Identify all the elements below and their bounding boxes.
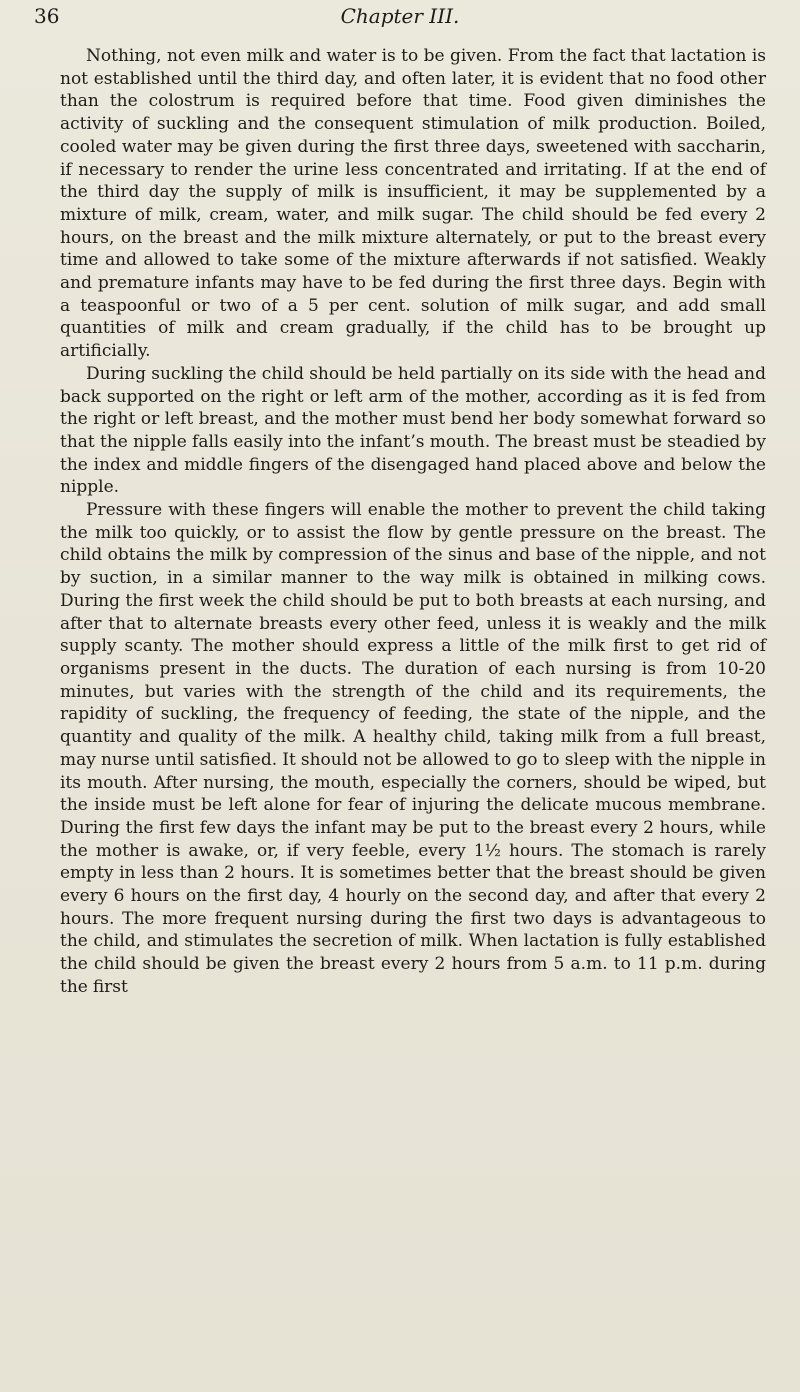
body-text (60, 45, 766, 999)
page-header (34, 4, 766, 34)
paragraph: Pressure with these fingers will enable the mother to prevent the child taking the milk too quickly, or to assist the flow by gentle pressure on the breast. The child obtains the milk by compression of the sinus and base of the nipple, and not by suction, in a similar manner to the way milk is obtained in milking cows. During the first week the child should be put to both breasts at each nursing, and after that to alternate breasts every other feed, unless it is weakly and the milk supply scanty. The mother should express a little of the milk first to get rid of organisms present in the ducts. The duration of each nursing is from 10-20 minutes, but varies with the strength of the child and its requirements, the rapidity of suckling, the frequency of feeding, the state of the nipple, and the quantity and quality of the milk. A healthy child, taking milk from a full breast, may nurse until satisfied. It should not be allowed to go to sleep with the nipple in its mouth. After nursing, the mouth, especially the corners, should be wiped, but the inside must be left alone for fear of injuring the delicate mucous membrane. During the first few days the infant may be put to the breast every 2 hours, while the mother is awake, or, if very feeble, every 1½ hours. The stomach is rarely empty in less than 2 hours. It is sometimes better that the breast should be given every 6 hours on the first day, 4 hourly on the second day, and after that every 2 hours. The more frequent nursing during the first two days is advantageous to the child, and stimulates the secretion of milk. When lactation is fully established the child should be given the breast every 2 hours from 5 a.m. to 11 p.m. during the first (60, 500, 766, 997)
chapter-title: Chapter III. (340, 4, 460, 28)
paragraph: Nothing, not even milk and water is to be given. From the fact that lactation is not established until the third day, and often later, it is evident that no food other than the colostrum is required before that time. Food given diminishes the activity of suckling and the consequent stimulation of milk production. Boiled, cooled water may be given during the first three days, sweetened with saccharin, if necessary to render the urine less concentrated and irritating. If at the end of the third day the supply of milk is insufficient, it may be supplemented by a mixture of milk, cream, water, and milk sugar. The child should be fed every 2 hours, on the breast and the milk mixture alternately, or put to the breast every time and allowed to take some of the mixture afterwards if not satisfied. Weakly and premature infants may have to be fed during the first three days. Begin with a teaspoonful or two of a 5 per cent. solution of milk sugar, and add small quantities of milk and cream gradually, if the child has to be brought up artificially. (60, 46, 766, 362)
paragraph: During suckling the child should be held partially on its side with the head and back supported on the right or left arm of the mother, according as it is fed from the right or left breast, and the mother must bend her body somewhat forward so that the nipple falls easily into the infant’s mouth. The breast must be steadied by the index and middle fingers of the disengaged hand placed above and below the nipple. (60, 363, 766, 498)
page-number: 36 (34, 4, 60, 28)
